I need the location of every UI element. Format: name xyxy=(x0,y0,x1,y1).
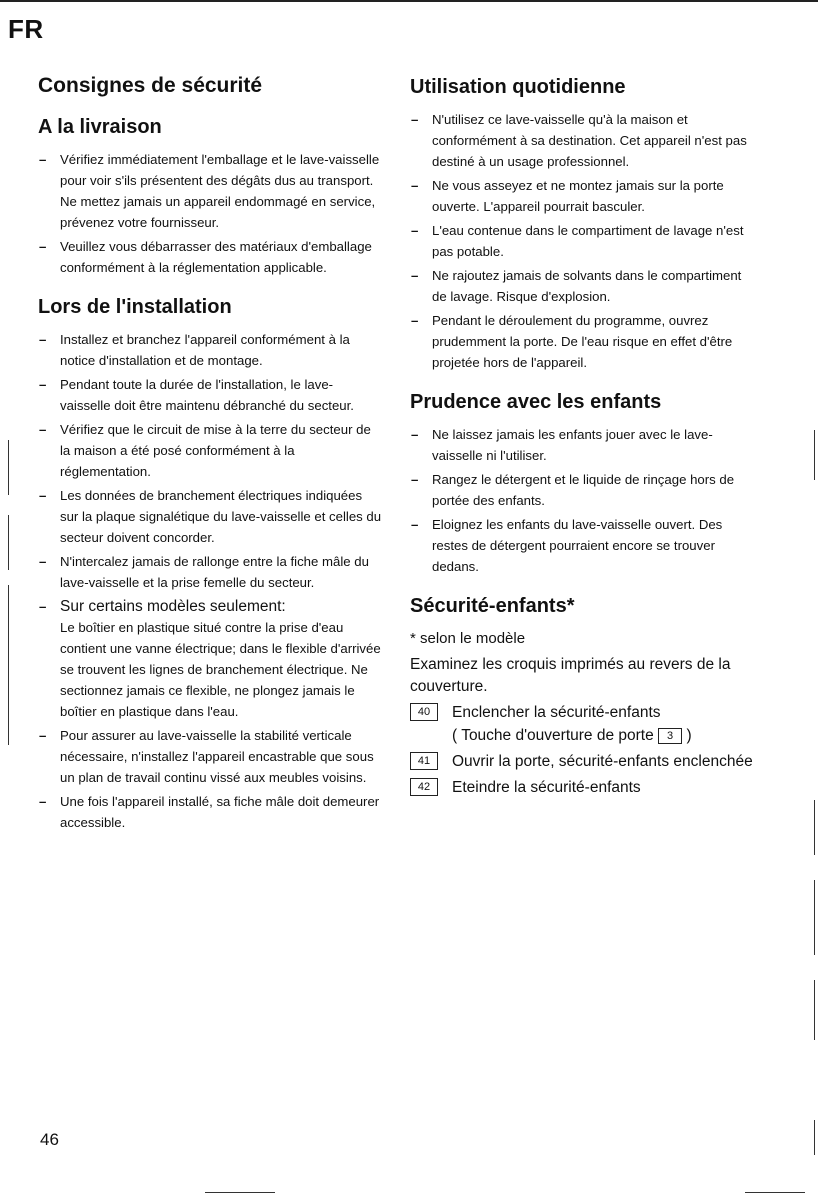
intro-text: Examinez les croquis imprimés au revers de la couverture. xyxy=(410,656,731,695)
list-item: – N'intercalez jamais de rallonge entre la fiche mâle du lave-vaisselle et la prise femelle du secteur. xyxy=(38,551,383,593)
page-title: Consignes de sécurité xyxy=(38,74,263,97)
margin-mark xyxy=(8,515,9,570)
list-item: – L'eau contenue dans le compartiment de lavage n'est pas potable. xyxy=(410,220,755,262)
enfants-heading: Prudence avec les enfants xyxy=(410,391,662,413)
list-item: – Vérifiez immédiatement l'emballage et le lave-vaisselle pour voir s'ils présentent des dégâts dus au transport. Ne mettez jamais un appareil endommagé en service, prévenez votre fournisseur. xyxy=(38,149,383,233)
list-item: – Ne rajoutez jamais de solvants dans le compartiment de lavage. Risque d'explosion. xyxy=(410,265,755,307)
page-number: 46 xyxy=(40,1130,59,1149)
livraison-heading: A la livraison xyxy=(38,116,162,138)
list-item: – Une fois l'appareil installé, sa fiche mâle doit demeurer accessible. xyxy=(38,791,383,833)
bottom-rule xyxy=(205,1192,275,1193)
figure-row-41 xyxy=(410,750,755,773)
list-item: – Pendant le déroulement du programme, ouvrez prudemment la porte. De l'eau risque en effet d'être projetée hors de l'appareil. xyxy=(410,310,755,373)
list-item: – Les données de branchement électriques indiquées sur la plaque signalétique du lave-vaisselle et celles du secteur doivent concorder. xyxy=(38,485,383,548)
list-item: – Ne vous asseyez et ne montez jamais sur la porte ouverte. L'appareil pourrait basculer. xyxy=(410,175,755,217)
bottom-rule xyxy=(745,1192,805,1193)
special-lead: – Sur certains modèles seulement: xyxy=(60,598,286,615)
top-rule xyxy=(0,0,818,2)
list-item: – Veuillez vous débarrasser des matériaux d'emballage conformément à la réglementation applicable. xyxy=(38,236,383,278)
figure-row-40 xyxy=(410,701,755,747)
list-item: – Rangez le détergent et le liquide de rinçage hors de portée des enfants. xyxy=(410,469,755,511)
enfants-list xyxy=(410,424,755,577)
list-item: – Pendant toute la durée de l'installation, le lave-vaisselle doit être maintenu débranché du secteur. xyxy=(38,374,383,416)
list-item: – N'utilisez ce lave-vaisselle qu'à la maison et conformément à sa destination. Cet appareil n'est pas destiné à un usage professionnel. xyxy=(410,109,755,172)
language-label: FR xyxy=(8,14,44,44)
livraison-list xyxy=(38,149,383,278)
figure-number-box: 41 xyxy=(410,752,438,770)
quotidienne-heading: Utilisation quotidienne xyxy=(410,76,626,98)
right-column xyxy=(410,74,755,801)
left-column xyxy=(38,74,383,836)
figure-row-42 xyxy=(410,776,755,799)
button-number-box: 3 xyxy=(658,728,682,744)
margin-mark xyxy=(814,430,815,480)
margin-mark xyxy=(8,440,9,495)
quotidienne-list xyxy=(410,109,755,373)
special-text: Le boîtier en plastique situé contre la prise d'eau contient une vanne électrique; dans le flexible d'arrivée se trouvent les lignes de branchement électrique. Ne sectionnez jamais ce flexible, ne plongez jamais le boîtier en plastique dans l'eau. xyxy=(60,620,381,719)
margin-mark xyxy=(814,980,815,1040)
margin-mark xyxy=(8,585,9,745)
margin-mark xyxy=(814,880,815,955)
figure-text: Eteindre la sécurité-enfants xyxy=(452,779,641,796)
figure-text: Ouvrir la porte, sécurité-enfants enclenchée xyxy=(452,753,753,770)
margin-mark xyxy=(814,1120,815,1155)
figure-subtext-after: ) xyxy=(686,727,692,744)
securite-enfants-heading: Sécurité-enfants* xyxy=(410,595,575,617)
list-item: – Pour assurer au lave-vaisselle la stabilité verticale nécessaire, n'installez l'appareil encastrable que sous un plan de travail continu vissé aux meubles voisins. xyxy=(38,725,383,788)
figure-number-box: 40 xyxy=(410,703,438,721)
list-item-special xyxy=(38,596,383,722)
figure-text: Enclencher la sécurité-enfants xyxy=(452,704,661,721)
list-item: – Installez et branchez l'appareil conformément à la notice d'installation et de montage. xyxy=(38,329,383,371)
installation-heading: Lors de l'installation xyxy=(38,296,232,318)
figure-subtext xyxy=(452,724,755,747)
list-item: – Eloignez les enfants du lave-vaisselle ouvert. Des restes de détergent pourraient encore se trouver dedans. xyxy=(410,514,755,577)
list-item: – Vérifiez que le circuit de mise à la terre du secteur de la maison a été posé conformément à la réglementation. xyxy=(38,419,383,482)
model-note: * selon le modèle xyxy=(410,630,526,647)
figure-number-box: 42 xyxy=(410,778,438,796)
installation-list xyxy=(38,329,383,833)
list-item: – Ne laissez jamais les enfants jouer avec le lave-vaisselle ni l'utiliser. xyxy=(410,424,755,466)
figure-subtext-before: ( Touche d'ouverture de porte xyxy=(452,727,654,744)
margin-mark xyxy=(814,800,815,855)
